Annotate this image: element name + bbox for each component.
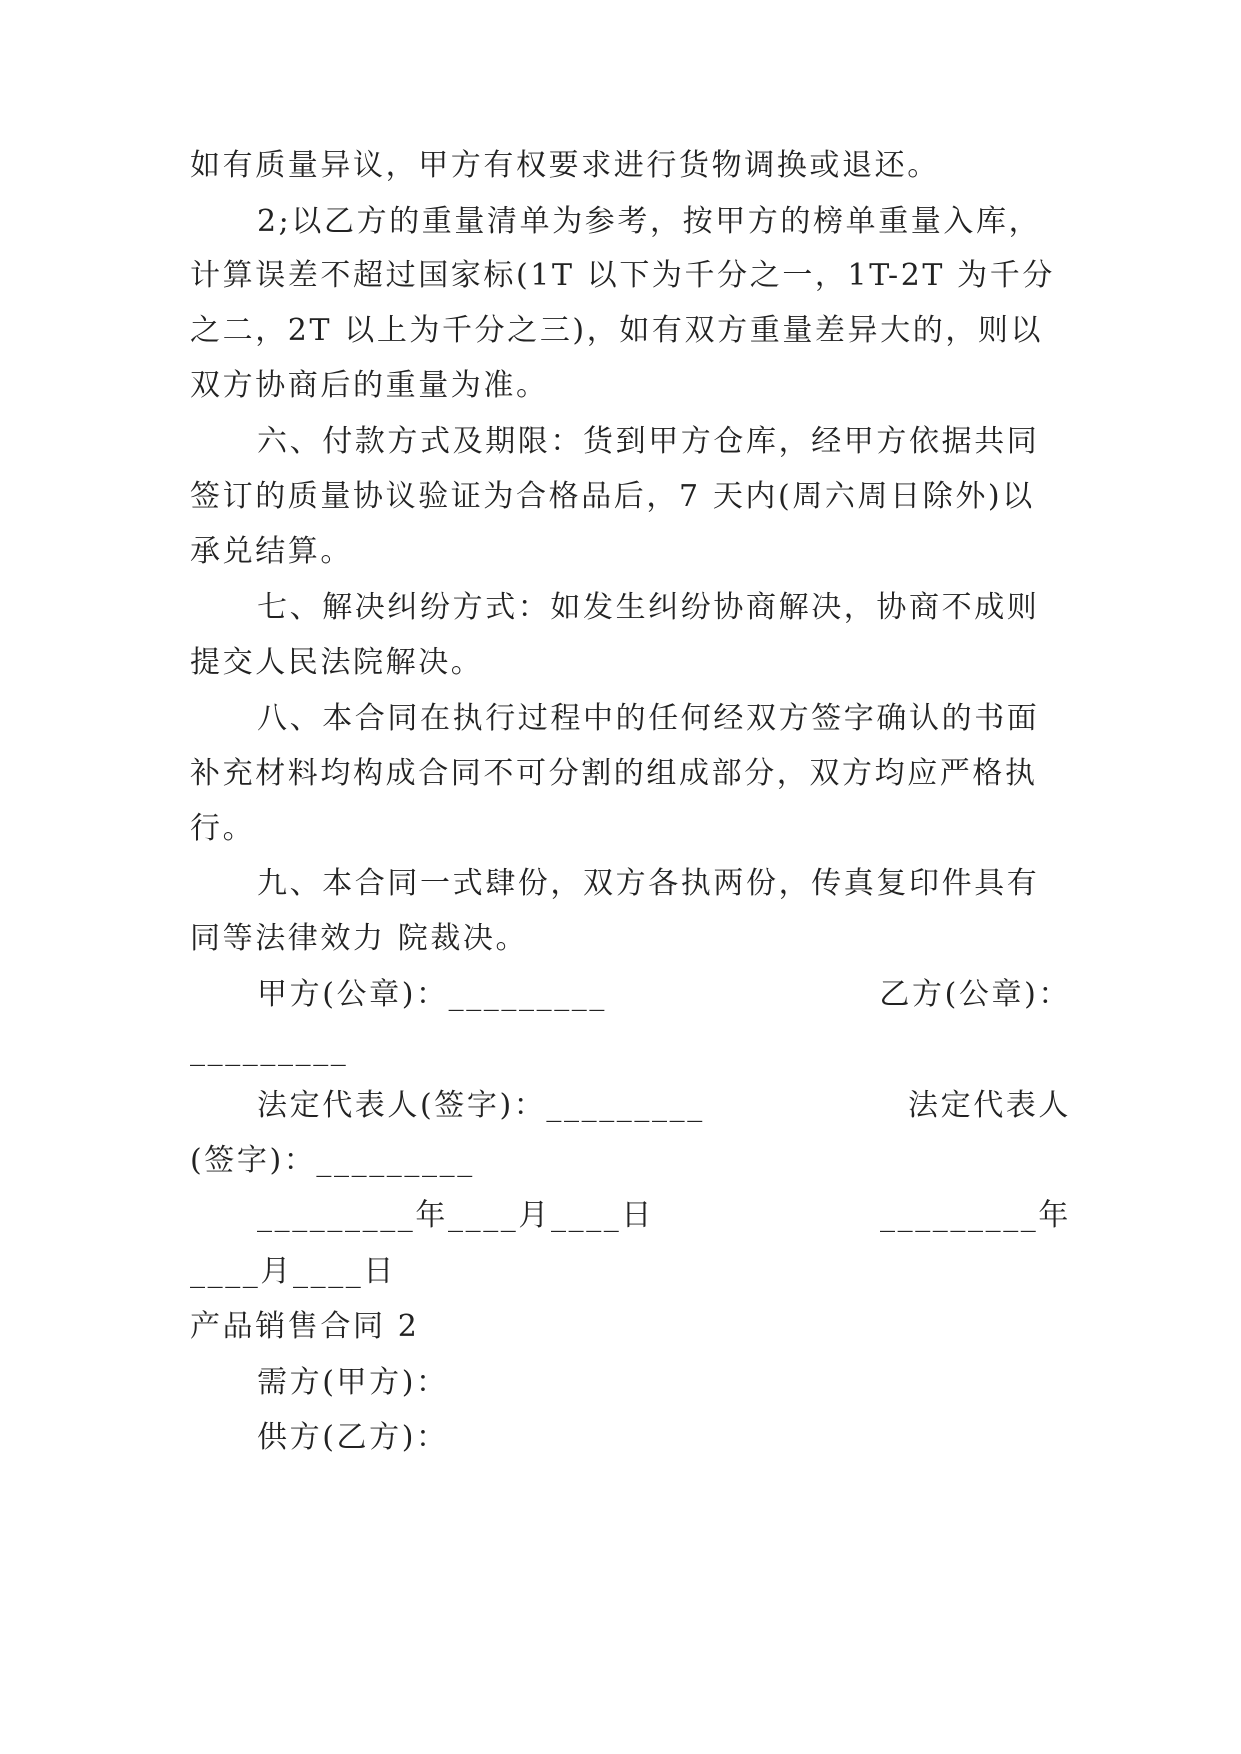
paragraph-line: 签订的质量协议验证为合格品后，7 天内(周六周日除外)以 xyxy=(190,479,1035,514)
paragraph-line: 计算误差不超过国家标(1T 以下为千分之一，1T-2T 为千分 xyxy=(190,258,1055,293)
paragraph-line: 六、付款方式及期限：货到甲方仓库，经甲方依据共同 xyxy=(257,424,1040,459)
party-b-date: _________年 xyxy=(880,1198,1071,1233)
supplier-label: 供方(乙方)： xyxy=(257,1420,449,1455)
party-a-date: _________年____月____日 xyxy=(257,1198,654,1233)
paragraph-line: 同等法律效力 院裁决。 xyxy=(190,921,529,956)
paragraph-line: 承兑结算。 xyxy=(190,534,353,569)
party-b-date-cont: ____月____日 xyxy=(190,1254,396,1289)
paragraph-line: 2;以乙方的重量清单为参考，按甲方的榜单重量入库， xyxy=(257,204,1042,239)
paragraph-line: 八、本合同在执行过程中的任何经双方签字确认的书面 xyxy=(257,701,1040,736)
paragraph-line: 九、本合同一式肆份，双方各执两份，传真复印件具有 xyxy=(257,866,1040,901)
party-a-seal: 甲方(公章)：_________ xyxy=(257,977,608,1012)
section-title: 产品销售合同 2 xyxy=(190,1309,420,1344)
party-b-representative: 法定代表人 xyxy=(908,1088,1071,1123)
paragraph-line: 提交人民法院解决。 xyxy=(190,645,484,680)
paragraph-line: 补充材料均构成合同不可分割的组成部分，双方均应严格执 xyxy=(190,756,1038,791)
paragraph-line: 七、解决纠纷方式：如发生纠纷协商解决，协商不成则 xyxy=(257,590,1040,625)
party-b-representative-signature: (签字)：_________ xyxy=(190,1143,475,1178)
buyer-label: 需方(甲方)： xyxy=(257,1365,449,1400)
paragraph-line: 双方协商后的重量为准。 xyxy=(190,368,549,403)
party-b-seal: 乙方(公章)： xyxy=(879,977,1071,1012)
paragraph-line: 如有质量异议，甲方有权要求进行货物调换或退还。 xyxy=(190,148,940,183)
paragraph-line: 之二，2T 以上为千分之三)，如有双方重量差异大的，则以 xyxy=(190,313,1044,348)
party-a-representative: 法定代表人(签字)：_________ xyxy=(257,1088,705,1123)
party-b-seal-blank: _________ xyxy=(190,1032,349,1067)
paragraph-line: 行。 xyxy=(190,811,256,846)
